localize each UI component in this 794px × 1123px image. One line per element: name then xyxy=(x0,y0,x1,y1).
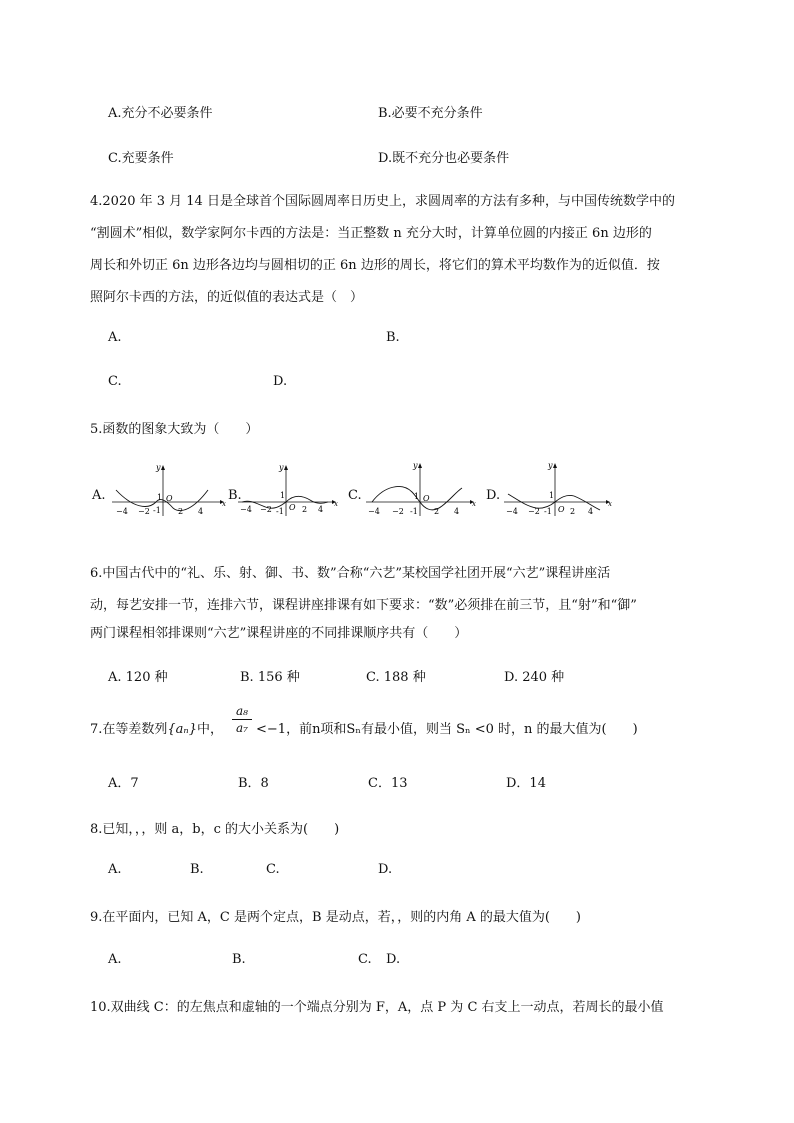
q5-a-tick-2: 2 xyxy=(178,507,184,516)
q4-stem-line1: 4.2020 年 3 月 14 日是全球首个国际圆周率日历史上，求圆周率的方法有多种，与中国传统数学中的 xyxy=(90,194,675,209)
q5-b-tick-m2: −2 xyxy=(260,505,272,514)
q5-a-tick-4: 4 xyxy=(198,507,204,516)
q5-a-y-label: y xyxy=(156,463,161,472)
q6-option-b: B. 156 种 xyxy=(240,670,300,685)
q7-inequality: <−1 xyxy=(256,722,287,737)
q4-option-d: D. xyxy=(273,374,288,389)
q3-option-d: D.既不充分也必要条件 xyxy=(378,151,510,166)
q4-option-c: C. xyxy=(108,374,122,389)
q10-stem: 10.双曲线 C：的左焦点和虚轴的一个端点分别为 F，A，点 P 为 C 右支上一动点，若周长的最小值 xyxy=(90,1000,664,1015)
q5-b-origin: O xyxy=(289,503,296,512)
q4-stem-line4: 照阿尔卡西的方法，的近似值的表达式是（ ） xyxy=(90,290,364,305)
q8-stem: 8.已知，，，则 a，b，c 的大小关系为( ) xyxy=(90,822,340,837)
q3-option-a: A.充分不必要条件 xyxy=(108,106,213,121)
q5-c-tick-m4: −4 xyxy=(368,507,380,516)
q5-a-tick-m4: −4 xyxy=(116,507,128,516)
q5-graph-c xyxy=(362,462,482,518)
q5-b-y-label: y xyxy=(279,463,284,472)
q5-b-tick-4: 4 xyxy=(318,505,324,514)
q9-option-b: B. xyxy=(232,952,246,967)
q5-c-y-label: y xyxy=(413,461,418,470)
q5-graph-d xyxy=(500,462,620,518)
q3-option-c: C.充要条件 xyxy=(108,151,174,166)
q5-c-one: 1 xyxy=(414,492,420,501)
q5-d-x-label: x xyxy=(608,500,612,508)
q7-option-d: D．14 xyxy=(506,776,546,791)
q9-option-c: C. xyxy=(358,952,372,967)
q5-d-tick-2: 2 xyxy=(570,507,576,516)
q3-option-b: B.必要不充分条件 xyxy=(378,106,483,121)
q5-a-tick-m2: −2 xyxy=(138,507,150,516)
q4-option-a: A. xyxy=(108,330,122,345)
q6-stem-line3: 两门课程相邻排课则“六艺”课程讲座的不同排课顺序共有（ ） xyxy=(90,626,468,641)
q5-b-neg-one: -1 xyxy=(276,507,284,516)
q5-c-tick-m2: −2 xyxy=(392,507,404,516)
q5-graph-b xyxy=(234,462,354,518)
q5-stem: 5.函数的图象大致为（ ） xyxy=(90,422,259,437)
q9-option-a: A. xyxy=(108,952,122,967)
q4-stem-line3: 周长和外切正 6n 边形各边均与圆相切的正 6n 边形的周长，将它们的算术平均数作为的近似值．按 xyxy=(90,258,660,273)
q5-b-one: 1 xyxy=(280,491,286,500)
q4-option-b: B. xyxy=(386,330,400,345)
q5-graph-a xyxy=(108,462,228,518)
q5-a-neg-one: -1 xyxy=(153,506,161,515)
q5-a-origin: O xyxy=(166,494,173,503)
q7-fraction xyxy=(232,704,252,735)
q7-prefix: 7.在等差数列 xyxy=(90,722,168,737)
q5-d-tick-m4: −4 xyxy=(506,507,518,516)
q7-frac-bar xyxy=(232,719,252,720)
q5-d-origin: O xyxy=(558,505,565,514)
q9-stem: 9.在平面内，已知 A，C 是两个定点，B 是动点，若，，则的内角 A 的最大值为( ) xyxy=(90,910,581,925)
q7-stem-rest xyxy=(256,718,638,737)
q5-a-one: 1 xyxy=(157,493,163,502)
q5-c-x-label: x xyxy=(472,500,476,508)
q5-label-a: A. xyxy=(92,488,106,503)
q6-option-a: A. 120 种 xyxy=(108,670,168,685)
q7-frac-denominator: a₇ xyxy=(236,721,248,735)
q4-stem-line2: “割圆术”相似，数学家阿尔卡西的方法是：当正整数 n 充分大时，计算单位圆的内接正 6n 边形的 xyxy=(90,226,652,241)
q5-b-x-label: x xyxy=(334,500,338,508)
q8-option-d: D. xyxy=(378,862,393,877)
q7-frac-numerator: a₈ xyxy=(236,704,248,718)
q6-stem-line1: 6.中国古代中的“礼、乐、射、御、书、数”合称“六艺”某校国学社团开展“六艺”课程讲座活 xyxy=(90,566,611,581)
q5-d-one: 1 xyxy=(549,491,555,500)
q5-b-tick-m4: −4 xyxy=(240,505,252,514)
q5-c-origin: O xyxy=(423,494,430,503)
q7-option-c: C．13 xyxy=(368,776,408,791)
q8-option-a: A. xyxy=(108,862,122,877)
q9-option-d: D. xyxy=(386,952,401,967)
q7-rest: ，前n项和Sₙ有最小值，则当 Sₙ <0 时，n 的最大值为( ) xyxy=(286,722,638,737)
q5-a-x-label: x xyxy=(222,500,226,508)
q5-c-neg-one: -1 xyxy=(410,507,418,516)
q5-label-b: B. xyxy=(228,488,242,503)
q6-option-d: D. 240 种 xyxy=(504,670,565,685)
q7-sequence: {aₙ} xyxy=(167,722,197,737)
q5-d-neg-one: -1 xyxy=(544,507,552,516)
q5-d-tick-4: 4 xyxy=(588,507,594,516)
q6-option-c: C. 188 种 xyxy=(366,670,426,685)
q7-stem-prefix xyxy=(90,718,223,737)
q7-mid: 中， xyxy=(196,722,223,737)
q5-c-tick-4: 4 xyxy=(454,507,460,516)
q5-c-tick-2: 2 xyxy=(434,507,440,516)
q5-label-d: D. xyxy=(486,488,501,503)
q7-option-a: A．7 xyxy=(108,776,139,791)
q5-d-tick-m2: −2 xyxy=(528,507,540,516)
q5-label-c: C. xyxy=(348,488,362,503)
q5-b-tick-2: 2 xyxy=(302,505,308,514)
q7-option-b: B．8 xyxy=(238,776,269,791)
q6-stem-line2: 动，每艺安排一节，连排六节，课程讲座排课有如下要求：“数”必须排在前三节，且“射”和“御” xyxy=(90,598,637,613)
q8-option-c: C. xyxy=(266,862,280,877)
q5-d-y-label: y xyxy=(548,461,553,470)
q8-option-b: B. xyxy=(190,862,204,877)
